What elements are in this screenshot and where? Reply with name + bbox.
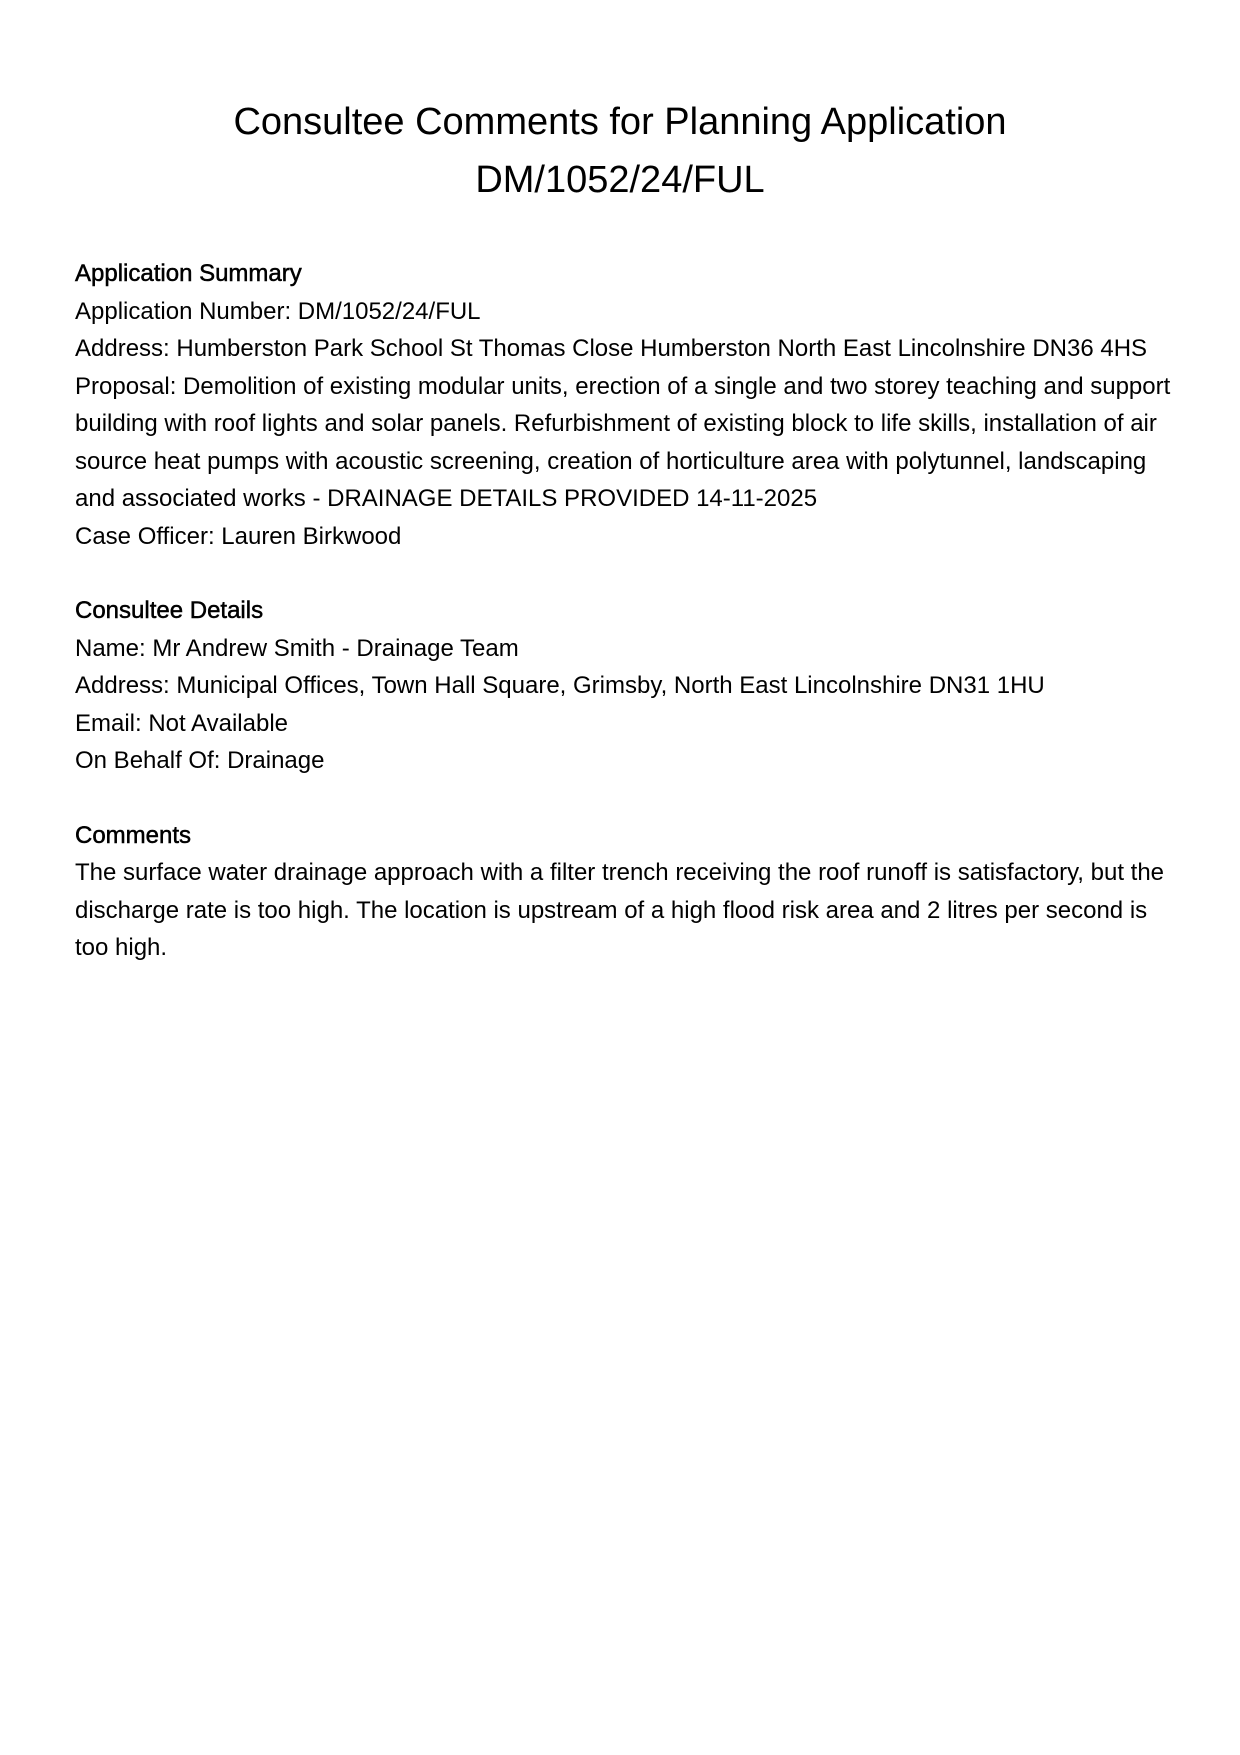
consultee-name: Name: Mr Andrew Smith - Drainage Team	[75, 634, 519, 662]
page-title-line-1: Consultee Comments for Planning Application	[233, 101, 1007, 143]
comments-heading: Comments	[75, 821, 192, 849]
consultee-email: Email: Not Available	[75, 709, 288, 737]
page-title-line-2: DM/1052/24/FUL	[475, 159, 765, 201]
application-number: Application Number: DM/1052/24/FUL	[75, 297, 481, 325]
document-content	[75, 255, 1175, 1004]
case-officer: Case Officer: Lauren Birkwood	[75, 522, 402, 550]
consultee-details-section	[75, 592, 1175, 780]
application-summary-section	[75, 255, 1175, 555]
application-proposal: Proposal: Demolition of existing modular units, erection of a single and two storey teaching and support building with roof lights and solar panels. Refurbishment of existing block to life skills, installation of air source heat pumps with acoustic screening, creation of horticulture area with polytunnel, landscaping and associated works - DRAINAGE DETAILS PROVIDED 14-11-2025	[75, 372, 1171, 512]
consultee-on-behalf-of: On Behalf Of: Drainage	[75, 747, 325, 774]
application-address: Address: Humberston Park School St Thomas Close Humberston North East Lincolnshire DN36 4HS	[75, 335, 1148, 362]
consultee-address: Address: Municipal Offices, Town Hall Square, Grimsby, North East Lincolnshire DN31 1HU	[75, 672, 1045, 699]
comments-section	[75, 817, 1175, 967]
application-summary-heading: Application Summary	[75, 260, 302, 287]
page-title	[0, 93, 1240, 209]
comments-text: The surface water drainage approach with a filter trench receiving the roof runoff is satisfactory, but the discharge rate is too high. The location is upstream of a high flood risk area and 2 litres per second is too high.	[75, 859, 1165, 961]
consultee-details-heading: Consultee Details	[75, 597, 264, 624]
